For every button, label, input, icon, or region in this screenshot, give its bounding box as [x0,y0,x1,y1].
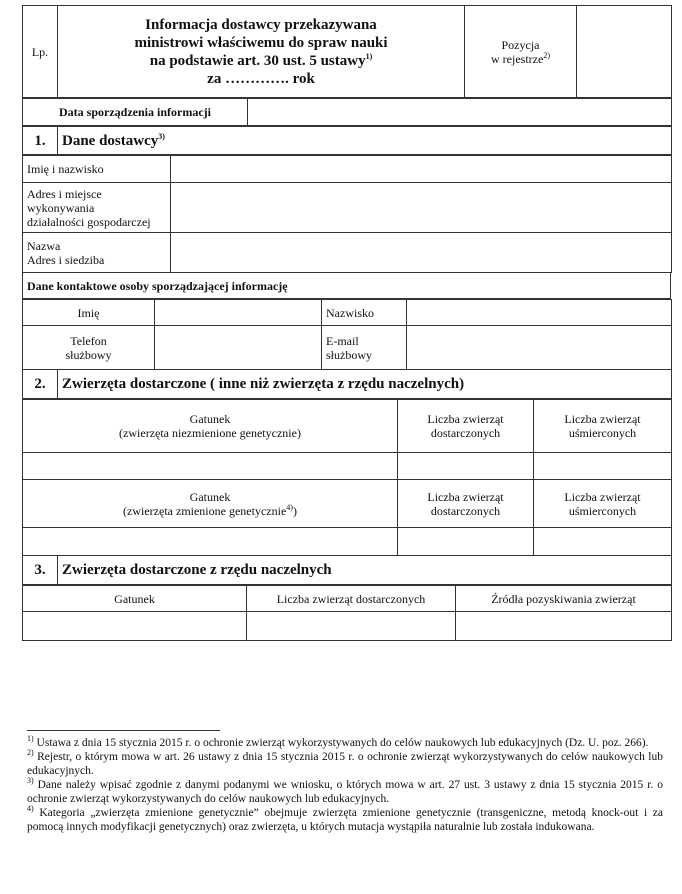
section2-title: Zwierzęta dostarczone ( inne niż zwierzęta z rzędu naczelnych) [58,370,672,399]
date-field[interactable] [248,99,672,126]
footnote-4: $^{4)}$ Kategoria „zwierzęta zmienione genetycznie” obejmuje zwierzęta zmienione genetycznie (transgeniczne, metodą knock-out i za pomocą innych modyfikacji genetycznych) oraz zwierzęta, u których mutacja wystąpiła naturalnie lub została indukowana. [27,804,663,833]
primate-sources-field[interactable] [456,612,672,641]
date-table [22,98,672,126]
killed-field-2[interactable] [534,528,672,556]
name-label: Imię i nazwisko [23,156,171,183]
phone-label: Telefon służbowy [23,326,155,370]
lp-label: Lp. [23,6,58,98]
company-field[interactable] [171,233,672,273]
primates-table [22,585,672,641]
phone-field[interactable] [155,326,322,370]
killed-field-1[interactable] [534,453,672,480]
section2-number: 2. [23,370,58,399]
last-name-label: Nazwisko [322,300,407,326]
title-line-4: za …………. rok [207,70,315,87]
email-field[interactable] [407,326,672,370]
animals-table [22,399,672,556]
supplied-header-1: Liczba zwierząt dostarczonych [398,400,534,453]
last-name-field[interactable] [407,300,672,326]
footnotes [27,736,663,834]
section3-title: Zwierzęta dostarczone z rzędu naczelnych [58,556,672,585]
killed-header-1: Liczba zwierząt uśmierconych [534,400,672,453]
species-non-gm-header: Gatunek (zwierzęta niezmienione genetycznie) [23,400,398,453]
footnote-2: $^{2)}$ Rejestr, o którym mowa w art. 26 ustawy z dnia 15 stycznia 2015 r. o ochronie zwierząt wykorzystywanych do celów naukowych lub edukacyjnych. [27,748,664,777]
species-non-gm-field[interactable] [23,453,398,480]
address-field[interactable] [171,183,672,233]
address-label: Adres i miejsce wykonywania działalności gospodarczej [23,183,171,233]
supplied-field-1[interactable] [398,453,534,480]
primate-supplied-field[interactable] [247,612,456,641]
name-field[interactable] [171,156,672,183]
supplied-field-2[interactable] [398,528,534,556]
primate-sources-header: Źródła pozyskiwania zwierząt [456,586,672,612]
section3-number: 3. [23,556,58,585]
section1-title: Dane dostawcy$^{3)}$ [58,127,672,155]
title-line-1: Informacja dostawcy przekazywana [145,16,377,33]
section1-header [22,126,672,155]
supplied-header-2: Liczba zwierząt dostarczonych [398,480,534,528]
primate-supplied-header: Liczba zwierząt dostarczonych [247,586,456,612]
contact-title: Dane kontaktowe osoby sporządzającej informację [23,273,671,299]
position-field[interactable] [577,6,672,98]
section3-header [22,555,672,585]
title-line-3: na podstawie art. 30 ust. 5 ustawy$^{1)}$ [149,51,373,69]
section2-header [22,369,672,399]
company-label: Nazwa Adres i siedziba [23,233,171,273]
contact-header [22,272,671,299]
email-label: E-mail służbowy [322,326,407,370]
first-name-label: Imię [23,300,155,326]
first-name-field[interactable] [155,300,322,326]
killed-header-2: Liczba zwierząt uśmierconych [534,480,672,528]
header-table [22,5,672,98]
date-label: Data sporządzenia informacji [23,99,248,126]
species-gm-field[interactable] [23,528,398,556]
section1-number: 1. [23,127,58,155]
primate-species-field[interactable] [23,612,247,641]
footnote-3: $^{3)}$ Dane należy wpisać zgodnie z danymi podanymi we wniosku, o których mowa w art. 27 ust. 3 ustawy z dnia 15 stycznia 2015 r. o ochronie zwierząt wykorzystywanych do celów naukowych lub edukacyjnych. [27,776,664,805]
title-line-2: ministrowi właściwemu do spraw nauki [134,34,388,51]
footnote-separator [27,730,220,731]
species-gm-header: Gatunek (zwierzęta zmienione genetycznie$^{4)}$) [23,480,398,528]
supplier-table [22,155,672,273]
form-title [58,6,465,98]
contact-table [22,299,672,370]
footnote-1: $^{1)}$ Ustawa z dnia 15 stycznia 2015 r. o ochronie zwierząt wykorzystywanych do celów naukowych lub edukacyjnych (Dz. U. poz. 266). [27,734,649,749]
primate-species-header: Gatunek [23,586,247,612]
position-label: Pozycja w rejestrze$^{2)}$ [465,6,577,98]
